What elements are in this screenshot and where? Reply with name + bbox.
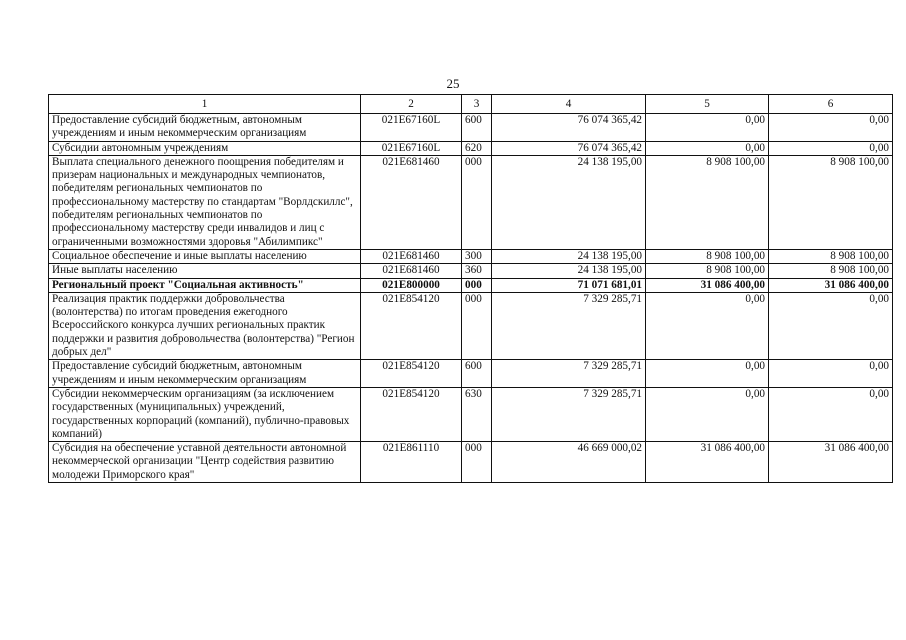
row-col6: 8 908 100,00 — [769, 249, 893, 263]
row-code: 021E67160L — [361, 141, 462, 155]
table-row — [49, 141, 893, 155]
table-row — [49, 292, 893, 359]
row-name: Предоставление субсидий бюджетным, автономным учреждениям и иным некоммерческим организациям — [49, 114, 361, 142]
header-cell-6: 6 — [769, 95, 893, 114]
row-col5: 0,00 — [646, 360, 769, 388]
table-row — [49, 264, 893, 278]
row-col4: 24 138 195,00 — [492, 155, 646, 249]
row-code: 021E800000 — [361, 278, 462, 292]
table-row — [49, 442, 893, 483]
header-cell-4: 4 — [492, 95, 646, 114]
row-col5: 8 908 100,00 — [646, 155, 769, 249]
row-col5: 0,00 — [646, 387, 769, 441]
row-name: Предоставление субсидий бюджетным, автономным учреждениям и иным некоммерческим организациям — [49, 360, 361, 388]
row-type: 360 — [462, 264, 492, 278]
row-name: Иные выплаты населению — [49, 264, 361, 278]
row-col5: 0,00 — [646, 292, 769, 359]
row-code: 021E854120 — [361, 360, 462, 388]
row-code: 021E854120 — [361, 387, 462, 441]
row-col4: 7 329 285,71 — [492, 387, 646, 441]
row-col4: 7 329 285,71 — [492, 360, 646, 388]
row-code: 021E681460 — [361, 155, 462, 249]
row-type: 000 — [462, 442, 492, 483]
row-col4: 76 074 365,42 — [492, 141, 646, 155]
row-col6: 8 908 100,00 — [769, 155, 893, 249]
row-col6: 0,00 — [769, 387, 893, 441]
row-col5: 0,00 — [646, 114, 769, 142]
row-col6: 0,00 — [769, 141, 893, 155]
row-col6: 31 086 400,00 — [769, 442, 893, 483]
row-col6: 0,00 — [769, 292, 893, 359]
row-code: 021E861110 — [361, 442, 462, 483]
row-col4: 7 329 285,71 — [492, 292, 646, 359]
row-type: 000 — [462, 155, 492, 249]
row-name: Реализация практик поддержки добровольчества (волонтерства) по итогам проведения ежегодного Всероссийского конкурса лучших региональных практик поддержки и развития добровольчества (волонтерства) "Регион добрых дел" — [49, 292, 361, 359]
row-col5: 31 086 400,00 — [646, 442, 769, 483]
row-col4: 71 071 681,01 — [492, 278, 646, 292]
row-code: 021E854120 — [361, 292, 462, 359]
row-code: 021E681460 — [361, 264, 462, 278]
table-row-section-total — [49, 278, 893, 292]
row-col5: 31 086 400,00 — [646, 278, 769, 292]
table-row — [49, 360, 893, 388]
row-name: Социальное обеспечение и иные выплаты населению — [49, 249, 361, 263]
table-row — [49, 114, 893, 142]
row-code: 021E67160L — [361, 114, 462, 142]
table-header-row — [49, 95, 893, 114]
header-cell-5: 5 — [646, 95, 769, 114]
row-type: 000 — [462, 278, 492, 292]
row-col6: 31 086 400,00 — [769, 278, 893, 292]
row-name: Субсидия на обеспечение уставной деятельности автономной некоммерческой организации "Центр содействия развитию молодежи Приморского края" — [49, 442, 361, 483]
row-col4: 46 669 000,02 — [492, 442, 646, 483]
page-number: 25 — [446, 76, 460, 91]
row-name: Выплата специального денежного поощрения победителям и призерам национальных и международных чемпионатов, победителям региональных чемпионатов по профессиональному мастерству по стандартам "Ворлдскиллс", победителям региональных чемпионатов по профессиональному мастерству среди инвалидов и лиц с ограниченными возможностями здоровья "Абилимпикс" — [49, 155, 361, 249]
row-col4: 76 074 365,42 — [492, 114, 646, 142]
row-col5: 8 908 100,00 — [646, 249, 769, 263]
row-name: Субсидии автономным учреждениям — [49, 141, 361, 155]
header-cell-3: 3 — [462, 95, 492, 114]
row-type: 300 — [462, 249, 492, 263]
row-type: 620 — [462, 141, 492, 155]
row-col4: 24 138 195,00 — [492, 264, 646, 278]
budget-table — [48, 94, 893, 483]
row-name: Региональный проект "Социальная активность" — [49, 278, 361, 292]
table-row — [49, 249, 893, 263]
row-name: Субсидии некоммерческим организациям (за исключением государственных (муниципальных) учреждений, государственных корпораций (компаний), публично-правовых компаний) — [49, 387, 361, 441]
header-cell-2: 2 — [361, 95, 462, 114]
header-cell-1: 1 — [49, 95, 361, 114]
row-col6: 8 908 100,00 — [769, 264, 893, 278]
row-col4: 24 138 195,00 — [492, 249, 646, 263]
row-code: 021E681460 — [361, 249, 462, 263]
row-col5: 8 908 100,00 — [646, 264, 769, 278]
row-type: 600 — [462, 114, 492, 142]
table-row — [49, 155, 893, 249]
table-row — [49, 387, 893, 441]
row-type: 000 — [462, 292, 492, 359]
row-type: 600 — [462, 360, 492, 388]
row-col5: 0,00 — [646, 141, 769, 155]
row-col6: 0,00 — [769, 360, 893, 388]
row-type: 630 — [462, 387, 492, 441]
row-col6: 0,00 — [769, 114, 893, 142]
